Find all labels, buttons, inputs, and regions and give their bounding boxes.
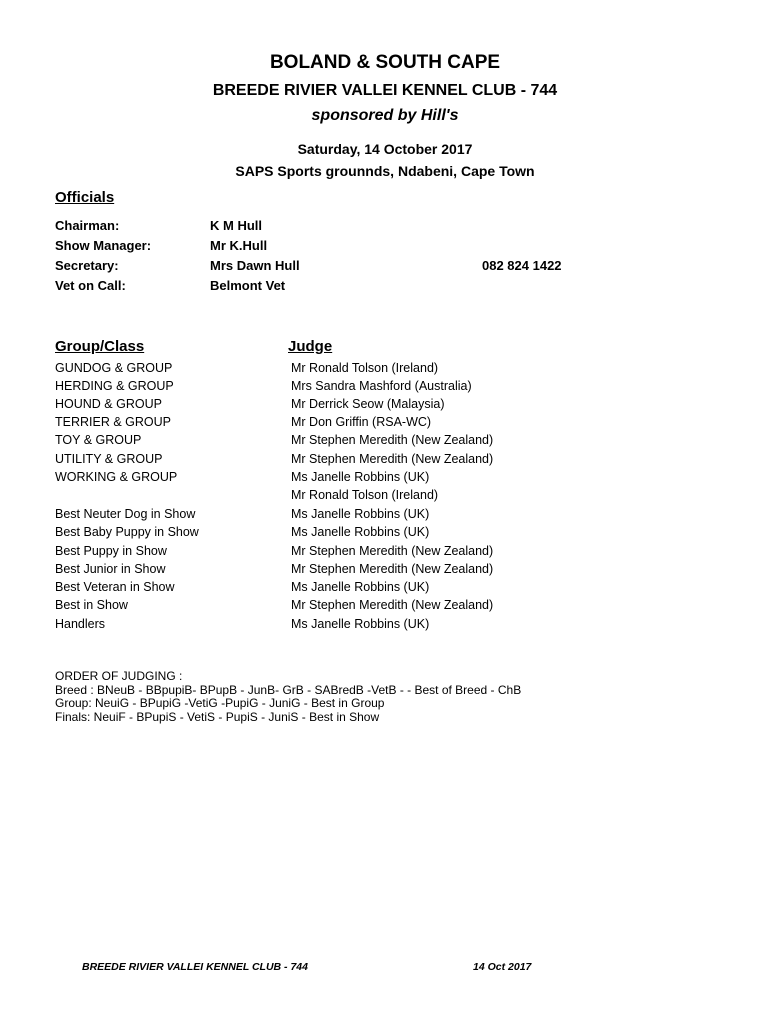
show-venue: SAPS Sports grounnds, Ndabeni, Cape Town: [235, 163, 535, 179]
official-row: [0, 258, 770, 278]
official-name: K M Hull: [210, 218, 262, 233]
footer-date: 14 Oct 2017: [473, 961, 532, 973]
judge-name: Mr Stephen Meredith (New Zealand): [291, 433, 494, 447]
award-name: Best Veteran in Show: [55, 580, 175, 594]
award-name: Best Puppy in Show: [55, 544, 167, 558]
official-name: Belmont Vet: [210, 278, 286, 293]
judging-row: [0, 415, 770, 433]
judge-name: Mr Stephen Meredith (New Zealand): [291, 598, 494, 612]
best-award-row: [0, 525, 770, 543]
judge-name: Mr Stephen Meredith (New Zealand): [291, 544, 494, 558]
judge-name: Ms Janelle Robbins (UK): [291, 580, 430, 594]
judging-row: [0, 361, 770, 379]
group-class-heading: Group/Class: [55, 338, 145, 355]
judge-name: Mrs Sandra Mashford (Australia): [291, 379, 472, 393]
judging-row: [0, 379, 770, 397]
judging-row: [0, 452, 770, 470]
class-name: HOUND & GROUP: [55, 397, 162, 411]
award-name: Best Neuter Dog in Show: [55, 507, 196, 521]
official-role: Secretary:: [55, 258, 119, 273]
official-role: Show Manager:: [55, 238, 152, 253]
club-name: BREEDE RIVIER VALLEI KENNEL CLUB - 744: [212, 82, 558, 99]
judge-name: Mr Ronald Tolson (Ireland): [291, 361, 439, 375]
judge-name: Mr Derrick Seow (Malaysia): [291, 397, 445, 411]
order-group-line: Group: NeuiG - BPupiG -VetiG -PupiG - JuniG - Best in Group: [55, 696, 385, 710]
judge-name: Mr Don Griffin (RSA-WC): [291, 415, 432, 429]
award-name: Best Baby Puppy in Show: [55, 525, 199, 539]
official-row: [0, 238, 770, 258]
class-name: TOY & GROUP: [55, 433, 142, 447]
judge-name: Mr Stephen Meredith (New Zealand): [291, 452, 494, 466]
document-title: BOLAND & SOUTH CAPE: [269, 52, 501, 73]
order-breed-line: Breed : BNeuB - BBpupiB- BPupB - JunB- GrB - SABredB -VetB - - Best of Breed - ChB: [55, 682, 522, 697]
sponsor-line: sponsored by Hill's: [311, 107, 459, 124]
show-date: Saturday, 14 October 2017: [297, 141, 473, 157]
best-award-row: [0, 507, 770, 525]
official-phone: 082 824 1422: [482, 258, 562, 273]
judge-name: Ms Janelle Robbins (UK): [291, 470, 430, 484]
officials-heading: Officials: [55, 189, 115, 206]
best-award-row: [0, 617, 770, 635]
award-name: Handlers: [55, 617, 106, 631]
order-of-judging: [55, 670, 521, 724]
best-award-row: [0, 562, 770, 580]
best-award-row: [0, 598, 770, 616]
best-award-row: [0, 580, 770, 598]
official-name: Mr K.Hull: [210, 238, 268, 253]
judging-row: [0, 470, 770, 488]
order-heading: ORDER OF JUDGING :: [55, 669, 183, 683]
award-name: Best Junior in Show: [55, 562, 166, 576]
class-name: GUNDOG & GROUP: [55, 361, 173, 375]
footer-club: BREEDE RIVIER VALLEI KENNEL CLUB - 744: [82, 961, 308, 973]
judge-name: Mr Ronald Tolson (Ireland): [291, 488, 439, 502]
award-name: Best in Show: [55, 598, 128, 612]
official-row: [0, 218, 770, 238]
official-role: Chairman:: [55, 218, 120, 233]
judge-heading: Judge: [288, 338, 333, 355]
judge-name: Ms Janelle Robbins (UK): [291, 525, 430, 539]
class-name: TERRIER & GROUP: [55, 415, 171, 429]
judging-row: [0, 433, 770, 451]
judge-name: Ms Janelle Robbins (UK): [291, 507, 430, 521]
judge-name: Mr Stephen Meredith (New Zealand): [291, 562, 494, 576]
judging-row: [0, 397, 770, 415]
official-role: Vet on Call:: [55, 278, 126, 293]
official-name: Mrs Dawn Hull: [210, 258, 300, 273]
order-finals-line: Finals: NeuiF - BPupiS - VetiS - PupiS - JuniS - Best in Show: [55, 709, 380, 724]
official-row: [0, 278, 770, 298]
best-award-row: [0, 544, 770, 562]
class-name: HERDING & GROUP: [55, 379, 174, 393]
judge-name: Ms Janelle Robbins (UK): [291, 617, 430, 631]
class-name: UTILITY & GROUP: [55, 452, 163, 466]
judging-row: [0, 488, 770, 506]
class-name: WORKING & GROUP: [55, 470, 178, 484]
